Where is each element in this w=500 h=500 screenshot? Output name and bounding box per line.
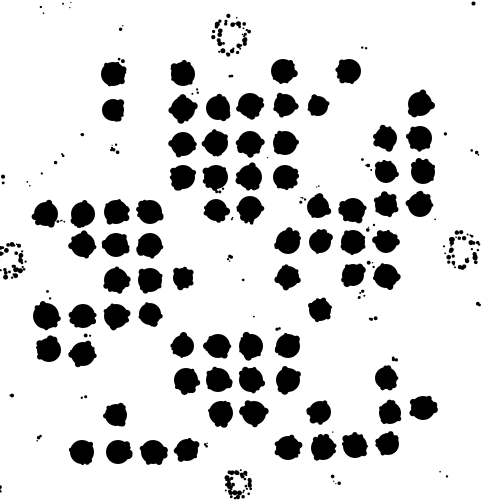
spot-29 xyxy=(406,191,434,217)
spot-21 xyxy=(273,165,299,190)
spot-37 xyxy=(274,227,301,254)
spot-55 xyxy=(203,334,231,358)
spot-54 xyxy=(170,332,194,358)
spot-2 xyxy=(171,60,195,86)
spot-8 xyxy=(236,93,264,120)
spot-60 xyxy=(239,367,265,394)
spot-67 xyxy=(379,400,401,424)
spot-62 xyxy=(375,365,398,390)
spot-25 xyxy=(236,196,264,223)
spot-57 xyxy=(275,333,300,358)
spot-13 xyxy=(202,129,228,156)
spot-9 xyxy=(273,93,298,118)
spot-52 xyxy=(36,335,61,362)
spot-76 xyxy=(375,431,399,455)
spot-47 xyxy=(33,301,61,330)
spot-41 xyxy=(103,267,130,294)
spot-44 xyxy=(274,264,300,290)
spot-71 xyxy=(140,440,168,465)
spot-66 xyxy=(306,400,331,424)
ring-artifact-1 xyxy=(211,14,251,57)
spot-65 xyxy=(239,400,269,427)
spot-20 xyxy=(236,162,263,190)
spot-68 xyxy=(409,396,437,420)
spot-73 xyxy=(275,435,303,460)
spot-12 xyxy=(168,132,197,158)
spot-74 xyxy=(311,434,337,461)
spot-61 xyxy=(276,366,301,395)
spot-28 xyxy=(374,191,399,217)
spot-11 xyxy=(408,90,435,118)
spot-69 xyxy=(69,440,94,465)
spot-35 xyxy=(102,233,130,257)
spot-19 xyxy=(203,165,228,191)
spot-6 xyxy=(168,94,197,124)
spot-42 xyxy=(138,268,163,294)
spot-49 xyxy=(104,304,131,331)
spot-40 xyxy=(372,230,400,253)
ring-artifact-2 xyxy=(0,242,27,280)
spot-56 xyxy=(239,332,263,361)
spot-58 xyxy=(174,368,200,395)
spot-43 xyxy=(173,267,194,291)
spot-26 xyxy=(307,193,331,218)
spot-75 xyxy=(342,432,368,458)
spot-22 xyxy=(375,160,399,183)
spot-7 xyxy=(206,94,230,122)
spot-50 xyxy=(139,302,163,327)
spot-14 xyxy=(236,131,265,158)
spot-1 xyxy=(101,62,127,87)
spot-46 xyxy=(373,263,401,290)
spot-31 xyxy=(71,200,95,228)
spot-70 xyxy=(106,440,133,464)
spot-32 xyxy=(104,199,130,224)
spot-53 xyxy=(68,341,96,368)
spot-38 xyxy=(309,229,333,254)
spot-63 xyxy=(103,403,127,427)
spot-18 xyxy=(170,165,196,191)
spot-24 xyxy=(204,199,230,223)
spot-4 xyxy=(335,59,361,84)
spot-51 xyxy=(308,298,332,323)
spot-16 xyxy=(373,125,397,152)
spot-23 xyxy=(411,158,435,184)
spot-48 xyxy=(69,304,97,328)
spot-30 xyxy=(32,200,58,228)
spot-10 xyxy=(308,94,330,116)
spot-3 xyxy=(271,59,298,84)
spot-64 xyxy=(208,401,233,428)
spot-36 xyxy=(136,233,163,259)
spot-27 xyxy=(338,198,366,223)
spot-5 xyxy=(102,99,124,122)
spot-33 xyxy=(136,200,163,224)
spot-39 xyxy=(341,230,366,255)
spot-45 xyxy=(341,264,366,288)
spot-17 xyxy=(406,126,432,152)
ring-artifact-3 xyxy=(443,230,480,270)
spot-15 xyxy=(273,131,299,155)
ring-artifact-4 xyxy=(225,469,253,499)
spot-34 xyxy=(68,230,96,258)
spot-72 xyxy=(174,438,200,462)
spot-59 xyxy=(206,367,233,392)
